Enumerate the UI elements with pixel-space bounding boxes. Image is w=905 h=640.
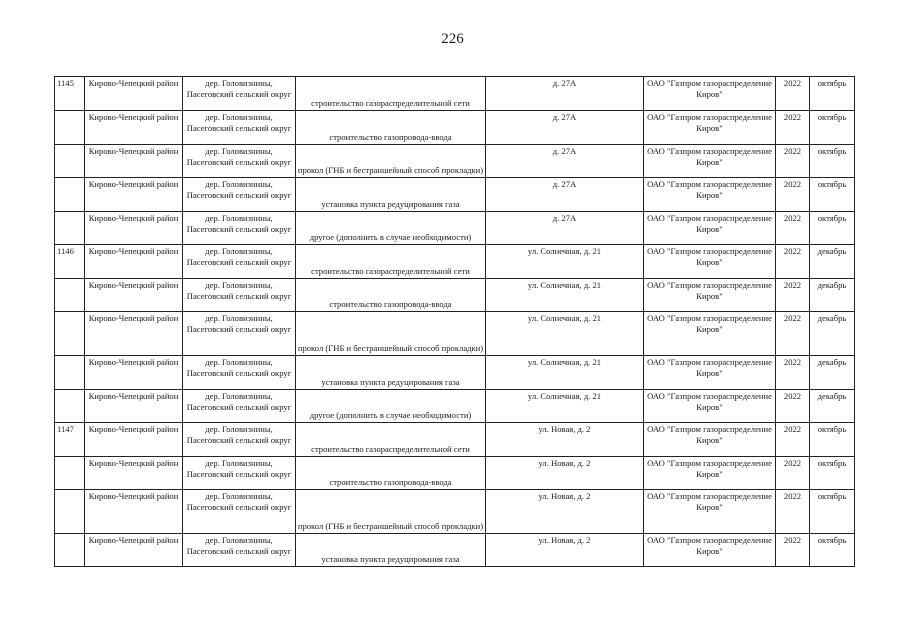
locality-cell: дер. Головизнины, Пасеговский сельский округ [183, 356, 296, 390]
district-cell: Кирово-Чепецкий район [85, 111, 183, 145]
organization-cell: ОАО "Газпром газораспределение Киров" [644, 178, 776, 212]
table-row [55, 77, 855, 111]
organization-cell: ОАО "Газпром газораспределение Киров" [644, 312, 776, 356]
year-cell: 2022 [776, 312, 810, 356]
year-cell: 2022 [776, 534, 810, 567]
locality-cell: дер. Головизнины, Пасеговский сельский округ [183, 457, 296, 490]
address-cell: ул. Солнечная, д. 21 [486, 245, 644, 279]
locality-cell: дер. Головизнины, Пасеговский сельский округ [183, 212, 296, 245]
row-number: 1147 [55, 423, 85, 457]
locality-cell: дер. Головизнины, Пасеговский сельский округ [183, 279, 296, 312]
locality-cell: дер. Головизнины, Пасеговский сельский округ [183, 312, 296, 356]
locality-cell: дер. Головизнины, Пасеговский сельский округ [183, 77, 296, 111]
year-cell: 2022 [776, 111, 810, 145]
locality-cell: дер. Головизнины, Пасеговский сельский округ [183, 423, 296, 457]
table-row [55, 145, 855, 178]
district-cell: Кирово-Чепецкий район [85, 145, 183, 178]
row-number [55, 390, 85, 423]
table-body [55, 77, 855, 567]
year-cell: 2022 [776, 356, 810, 390]
work-type-cell [296, 77, 486, 111]
work-type-text: установка пункта редуцирования газа [321, 199, 460, 209]
work-type-cell [296, 178, 486, 212]
table-row [55, 312, 855, 356]
row-number [55, 279, 85, 312]
district-cell: Кирово-Чепецкий район [85, 490, 183, 534]
table-row [55, 390, 855, 423]
locality-cell: дер. Головизнины, Пасеговский сельский округ [183, 390, 296, 423]
year-cell: 2022 [776, 279, 810, 312]
work-type-cell [296, 312, 486, 356]
table-row [55, 212, 855, 245]
work-type-text: строительство газораспределительной сети [311, 98, 470, 108]
row-number [55, 111, 85, 145]
address-cell: ул. Солнечная, д. 21 [486, 390, 644, 423]
work-type-text: прокол (ГНБ и бестраншейный способ прокладки) [297, 521, 484, 531]
district-cell: Кирово-Чепецкий район [85, 279, 183, 312]
work-type-cell [296, 279, 486, 312]
address-cell: д. 27А [486, 212, 644, 245]
row-number [55, 212, 85, 245]
locality-cell: дер. Головизнины, Пасеговский сельский округ [183, 111, 296, 145]
district-cell: Кирово-Чепецкий район [85, 534, 183, 567]
address-cell: ул. Новая, д. 2 [486, 534, 644, 567]
locality-cell: дер. Головизнины, Пасеговский сельский округ [183, 490, 296, 534]
district-cell: Кирово-Чепецкий район [85, 390, 183, 423]
month-cell: октябрь [810, 490, 855, 534]
month-cell: октябрь [810, 111, 855, 145]
organization-cell: ОАО "Газпром газораспределение Киров" [644, 356, 776, 390]
month-cell: октябрь [810, 212, 855, 245]
year-cell: 2022 [776, 77, 810, 111]
work-type-text: другое (дополнить в случае необходимости) [309, 410, 472, 420]
year-cell: 2022 [776, 145, 810, 178]
work-type-text: строительство газораспределительной сети [311, 266, 470, 276]
month-cell: декабрь [810, 245, 855, 279]
locality-cell: дер. Головизнины, Пасеговский сельский округ [183, 534, 296, 567]
table-row [55, 178, 855, 212]
organization-cell: ОАО "Газпром газораспределение Киров" [644, 534, 776, 567]
month-cell: октябрь [810, 457, 855, 490]
work-type-text: другое (дополнить в случае необходимости) [309, 232, 472, 242]
year-cell: 2022 [776, 390, 810, 423]
table-row [55, 245, 855, 279]
district-cell: Кирово-Чепецкий район [85, 457, 183, 490]
work-type-cell [296, 111, 486, 145]
organization-cell: ОАО "Газпром газораспределение Киров" [644, 457, 776, 490]
work-type-text: установка пункта редуцирования газа [321, 554, 460, 564]
year-cell: 2022 [776, 423, 810, 457]
page-number: 226 [441, 31, 464, 47]
address-cell: ул. Новая, д. 2 [486, 490, 644, 534]
work-type-text: прокол (ГНБ и бестраншейный способ прокладки) [297, 343, 484, 353]
district-cell: Кирово-Чепецкий район [85, 178, 183, 212]
work-type-cell [296, 390, 486, 423]
organization-cell: ОАО "Газпром газораспределение Киров" [644, 279, 776, 312]
organization-cell: ОАО "Газпром газораспределение Киров" [644, 390, 776, 423]
month-cell: октябрь [810, 178, 855, 212]
month-cell: декабрь [810, 312, 855, 356]
month-cell: декабрь [810, 279, 855, 312]
row-number [55, 457, 85, 490]
table-row [55, 111, 855, 145]
address-cell: д. 27А [486, 145, 644, 178]
locality-cell: дер. Головизнины, Пасеговский сельский округ [183, 178, 296, 212]
row-number [55, 312, 85, 356]
work-type-text: строительство газопровода-ввода [329, 299, 452, 309]
month-cell: октябрь [810, 534, 855, 567]
address-cell: ул. Солнечная, д. 21 [486, 279, 644, 312]
address-cell: д. 27А [486, 77, 644, 111]
works-table [54, 76, 855, 567]
year-cell: 2022 [776, 245, 810, 279]
district-cell: Кирово-Чепецкий район [85, 423, 183, 457]
row-number: 1146 [55, 245, 85, 279]
year-cell: 2022 [776, 457, 810, 490]
work-type-cell [296, 490, 486, 534]
month-cell: октябрь [810, 77, 855, 111]
row-number [55, 178, 85, 212]
district-cell: Кирово-Чепецкий район [85, 312, 183, 356]
district-cell: Кирово-Чепецкий район [85, 356, 183, 390]
work-type-cell [296, 145, 486, 178]
year-cell: 2022 [776, 490, 810, 534]
row-number [55, 145, 85, 178]
work-type-cell [296, 534, 486, 567]
address-cell: ул. Солнечная, д. 21 [486, 312, 644, 356]
table-row [55, 534, 855, 567]
year-cell: 2022 [776, 178, 810, 212]
row-number [55, 490, 85, 534]
work-type-cell [296, 457, 486, 490]
row-number: 1145 [55, 77, 85, 111]
district-cell: Кирово-Чепецкий район [85, 245, 183, 279]
month-cell: октябрь [810, 145, 855, 178]
address-cell: д. 27А [486, 111, 644, 145]
address-cell: ул. Новая, д. 2 [486, 457, 644, 490]
table-row [55, 490, 855, 534]
organization-cell: ОАО "Газпром газораспределение Киров" [644, 145, 776, 178]
table-row [55, 279, 855, 312]
district-cell: Кирово-Чепецкий район [85, 77, 183, 111]
table-row [55, 457, 855, 490]
table-row [55, 356, 855, 390]
work-type-cell [296, 245, 486, 279]
organization-cell: ОАО "Газпром газораспределение Киров" [644, 212, 776, 245]
work-type-text: строительство газораспределительной сети [311, 444, 470, 454]
work-type-cell [296, 212, 486, 245]
address-cell: ул. Новая, д. 2 [486, 423, 644, 457]
month-cell: декабрь [810, 390, 855, 423]
work-type-cell [296, 423, 486, 457]
locality-cell: дер. Головизнины, Пасеговский сельский округ [183, 145, 296, 178]
row-number [55, 356, 85, 390]
month-cell: октябрь [810, 423, 855, 457]
work-type-text: строительство газопровода-ввода [329, 132, 452, 142]
address-cell: д. 27А [486, 178, 644, 212]
month-cell: декабрь [810, 356, 855, 390]
work-type-text: строительство газопровода-ввода [329, 477, 452, 487]
row-number [55, 534, 85, 567]
organization-cell: ОАО "Газпром газораспределение Киров" [644, 77, 776, 111]
work-type-cell [296, 356, 486, 390]
year-cell: 2022 [776, 212, 810, 245]
organization-cell: ОАО "Газпром газораспределение Киров" [644, 423, 776, 457]
work-type-text: установка пункта редуцирования газа [321, 377, 460, 387]
district-cell: Кирово-Чепецкий район [85, 212, 183, 245]
locality-cell: дер. Головизнины, Пасеговский сельский округ [183, 245, 296, 279]
organization-cell: ОАО "Газпром газораспределение Киров" [644, 245, 776, 279]
work-type-text: прокол (ГНБ и бестраншейный способ прокладки) [297, 165, 484, 175]
organization-cell: ОАО "Газпром газораспределение Киров" [644, 490, 776, 534]
address-cell: ул. Солнечная, д. 21 [486, 356, 644, 390]
organization-cell: ОАО "Газпром газораспределение Киров" [644, 111, 776, 145]
table-row [55, 423, 855, 457]
